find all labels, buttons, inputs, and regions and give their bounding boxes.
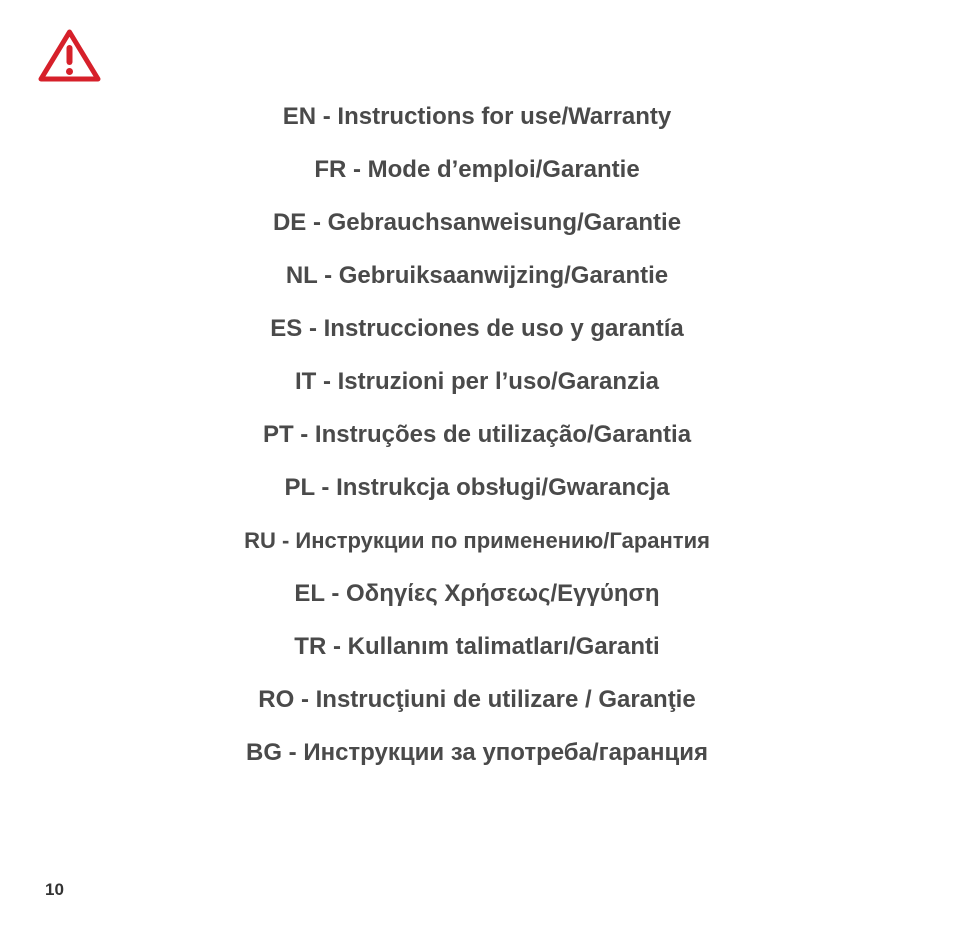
language-entry-el: EL - Οδηγίες Χρήσεως/Εγγύηση: [294, 580, 660, 607]
language-entry-bg: BG - Инструкции за употреба/гаранция: [246, 739, 708, 766]
language-list: [0, 97, 954, 786]
language-entry-ro: RO - Instrucţiuni de utilizare / Garanţie: [258, 686, 696, 713]
language-entry-en: EN - Instructions for use/Warranty: [282, 103, 672, 130]
language-entry-es: ES - Instrucciones de uso y garantía: [270, 315, 684, 342]
language-entry-pt: PT - Instruções de utilização/Garantia: [262, 421, 692, 448]
language-entry-fr: FR - Mode d’emploi/Garantie: [314, 156, 640, 183]
page-number: 10: [45, 880, 64, 899]
language-entry-pl: PL - Instrukcja obsługi/Gwarancja: [284, 474, 670, 501]
language-entry-tr: TR - Kullanım talimatları/Garanti: [294, 633, 660, 660]
language-entry-nl: NL - Gebruiksaanwijzing/Garantie: [285, 262, 669, 289]
language-entry-de: DE - Gebrauchsanweisung/Garantie: [272, 209, 682, 236]
language-entry-ru: RU - Инструкции по применению/Гарантия: [244, 528, 710, 553]
language-entry-it: IT - Istruzioni per l’uso/Garanzia: [294, 368, 660, 395]
warning-triangle-icon: [37, 28, 102, 84]
